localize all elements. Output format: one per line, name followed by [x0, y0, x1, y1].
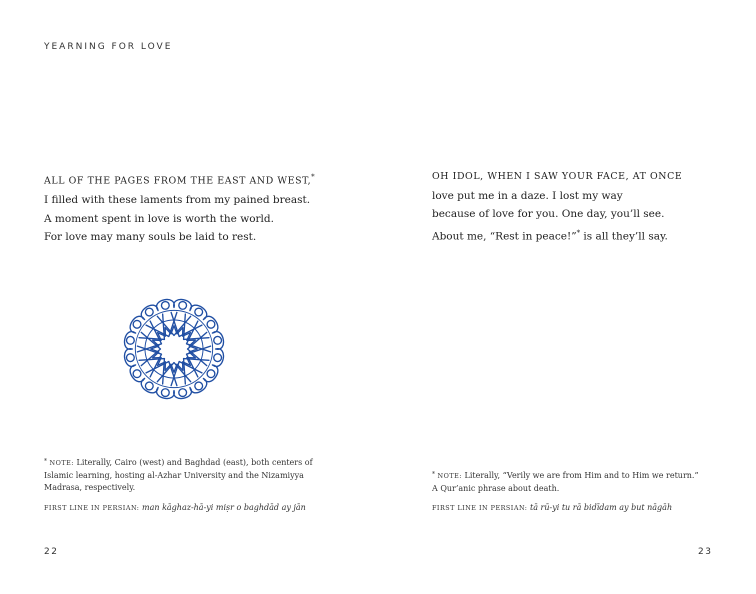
poem-stanza-left: [44, 168, 315, 247]
poem-line: A moment spent in love is worth the world.: [44, 212, 274, 225]
footnote-marker: *: [44, 458, 47, 465]
page-number-right: 23: [698, 547, 713, 557]
rosette-lobe: [145, 308, 153, 316]
note-text: Islamic learning, hosting al-Azhar University and the Nizamiyya: [44, 470, 304, 480]
rosette-lobe: [145, 382, 153, 390]
footnotes-right: [432, 469, 702, 515]
poem-line: I filled with these laments from my pained breast.: [44, 194, 311, 206]
rosette-lobe: [207, 370, 215, 378]
rosette-icon: [116, 291, 232, 407]
rosette-lobe: [195, 308, 203, 316]
rosette-outer-ring: [125, 300, 224, 399]
rosette-lobe: [195, 382, 203, 390]
poem-first-line: OH IDOL, WHEN I SAW YOUR FACE, AT ONCE: [432, 171, 683, 182]
poem-line: because of love for you. One day, you’ll see.: [432, 208, 665, 220]
footnote: [432, 469, 702, 495]
poem-line-part: About me, “Rest in peace!”: [432, 230, 577, 242]
note-text: Literally, Cairo (west) and Baghdad (east), both centers of: [76, 458, 313, 467]
note-text: A Qur’anic phrase about death.: [432, 483, 560, 493]
rosette-lobe: [214, 336, 222, 344]
note-text: Literally, “Verily we are from Him and to Him we return.”: [464, 471, 699, 480]
rosette-ring: [145, 320, 203, 378]
note-text: Madrasa, respectively.: [44, 483, 136, 492]
rosette-lobe: [133, 370, 141, 378]
running-title: YEARNING FOR LOVE: [44, 42, 173, 52]
rosette-inner-star: [151, 326, 197, 372]
poem-stanza-right: [432, 168, 682, 246]
poem-first-line: ALL OF THE PAGES FROM THE EAST AND WEST,: [44, 175, 312, 187]
note-label: NOTE:: [437, 472, 462, 480]
rosette-lobe: [127, 336, 135, 344]
poem-line-part: is all they’ll say.: [580, 230, 668, 242]
rosette-lobe: [161, 302, 169, 310]
persian-label: FIRST LINE IN PERSIAN:: [432, 504, 528, 512]
rosette-lobe: [127, 354, 135, 362]
page-number-left: 22: [44, 547, 59, 557]
poem-line: [44, 168, 315, 191]
persian-transliteration: man kāghaz-hā-yi miṣr o baghdād ay jān: [142, 502, 306, 512]
footnotes-left: [44, 456, 314, 514]
rosette-lobe: [214, 354, 222, 362]
footnote-marker: *: [576, 228, 581, 237]
note-label: NOTE:: [49, 459, 74, 467]
persian-line: [432, 502, 702, 515]
persian-line: [44, 502, 314, 515]
rosette-lobe: [161, 389, 169, 397]
poem-line: [432, 224, 682, 246]
footnote-marker: *: [311, 173, 315, 181]
rosette-lobe: [179, 389, 187, 397]
persian-label: FIRST LINE IN PERSIAN:: [44, 503, 140, 512]
footnote: [44, 456, 314, 495]
rosette-lobe: [207, 320, 215, 328]
footnote-marker: *: [432, 471, 435, 478]
persian-transliteration: tā rū-yi tu rā bidīdam ay but nāgāh: [530, 503, 673, 512]
poem-line: love put me in a daze. I lost my way: [432, 189, 623, 202]
poem-line: For love may many souls be laid to rest.: [44, 231, 257, 243]
rosette-lobe: [179, 302, 187, 310]
rosette-lobe: [133, 320, 141, 328]
